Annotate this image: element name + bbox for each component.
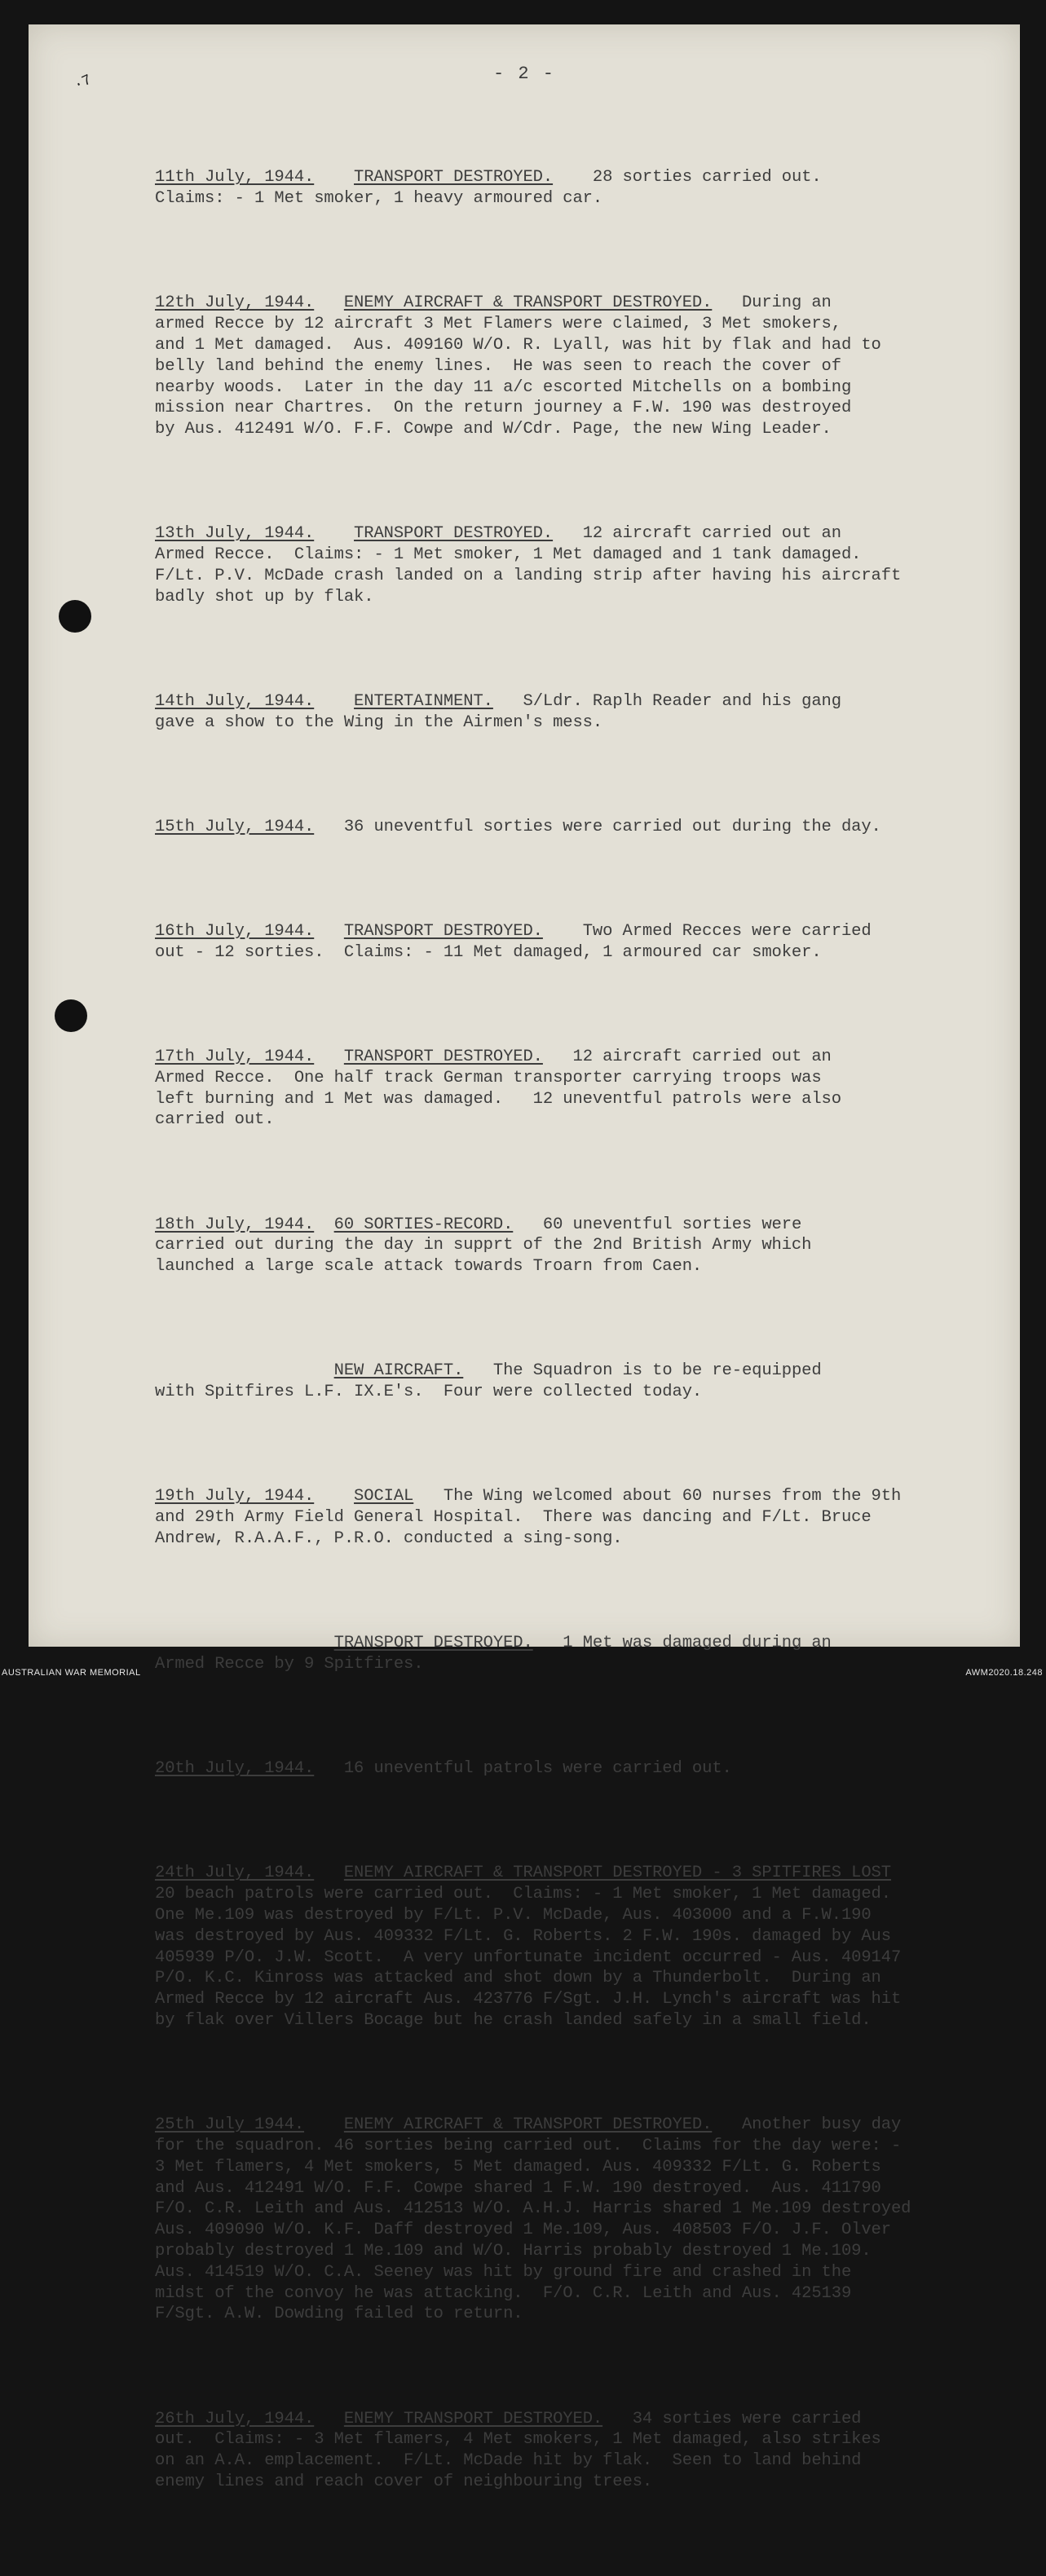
archive-credit: AUSTRALIAN WAR MEMORIAL: [2, 1668, 141, 1678]
entry-text: Armed Recce. Claims: - 1 Met smoker, 1 Met damaged and 1 tank damaged.: [155, 545, 862, 565]
entry-text: F/Sgt. A.W. Dowding failed to return.: [155, 2305, 523, 2324]
diary-entry: [155, 921, 962, 964]
diary-entry: [155, 1633, 962, 1675]
diary-entry: [155, 293, 962, 440]
entry-text: Aus. 409090 W/O. K.F. Daff destroyed 1 Me.109, Aus. 408503 F/O. J.F. Olver: [155, 2221, 891, 2240]
entry-text: and Aus. 412491 W/O. F.F. Cowpe shared 1 F.W. 190 destroyed. Aus. 411790: [155, 2178, 881, 2198]
diary-entry: [155, 1486, 962, 1549]
entry-text: 16 uneventful patrols were carried out.: [343, 1759, 732, 1779]
entry-text: mission near Chartres. On the return journey a F.W. 190 was destroyed: [155, 399, 852, 418]
entry-text: out - 12 sorties. Claims: - 11 Met damaged, 1 armoured car smoker.: [155, 942, 822, 962]
diary-entry: [155, 1758, 962, 1780]
entry-text: left burning and 1 Met was damaged. 12 uneventful patrols were also: [155, 1089, 841, 1109]
entry-text: by Aus. 412491 W/O. F.F. Cowpe and W/Cdr. Page, the new Wing Leader.: [155, 420, 832, 439]
entry-text: 405939 P/O. J.W. Scott. A very unfortunate incident occurred - Aus. 409147: [155, 1947, 902, 1967]
entry-text: for the squadron. 46 sorties being carried out. Claims for the day were: -: [155, 2136, 902, 2155]
diary-entry: [155, 817, 962, 838]
entry-text: F/Lt. P.V. McDade crash landed on a landing strip after having his aircraft: [155, 566, 902, 585]
entry-text: Armed Recce. One half track German transporter carrying troops was: [155, 1068, 822, 1087]
entry-text: 1 Met was damaged during an: [563, 1634, 832, 1653]
entry-heading: TRANSPORT DESTROYED.: [333, 1634, 533, 1653]
entry-text: carried out during the day in supprt of the 2nd British Army which: [155, 1236, 812, 1255]
entry-text: 34 sorties were carried: [632, 2409, 862, 2428]
entry-heading: TRANSPORT DESTROYED.: [354, 524, 554, 544]
page-number: - 2 -: [492, 64, 555, 84]
entry-date: 16th July, 1944.: [155, 922, 315, 942]
entry-date: 11th July, 1944.: [155, 168, 315, 187]
entry-heading: 60 SORTIES-RECORD.: [333, 1215, 514, 1234]
entry-text: One Me.109 was destroyed by F/Lt. P.V. McDade, Aus. 403000 and a F.W.190: [155, 1905, 872, 1925]
diary-entry: [155, 691, 962, 734]
entry-text: Armed Recce by 12 aircraft Aus. 423776 F/Sgt. J.H. Lynch's aircraft was hit: [155, 1990, 902, 2009]
diary-entry: [155, 1047, 962, 1131]
entry-text: enemy lines and reach cover of neighbouring trees.: [155, 2472, 653, 2491]
diary-entry: [155, 167, 962, 210]
entry-date: 19th July, 1944.: [155, 1487, 315, 1506]
entry-heading: NEW AIRCRAFT.: [333, 1361, 464, 1381]
entry-date: 15th July, 1944.: [155, 817, 315, 836]
entry-text: Another busy day: [741, 2115, 902, 2135]
entry-date: 13th July, 1944.: [155, 524, 315, 544]
entry-text: 60 uneventful sorties were: [542, 1215, 802, 1234]
diary-entry: [155, 1361, 962, 1403]
entry-text: armed Recce by 12 aircraft 3 Met Flamers were claimed, 3 Met smokers,: [155, 315, 841, 334]
entry-heading: TRANSPORT DESTROYED.: [354, 168, 554, 187]
entry-text: carried out.: [155, 1110, 275, 1130]
entry-date: 26th July, 1944.: [155, 2409, 315, 2428]
entry-date: 18th July, 1944.: [155, 1215, 315, 1234]
entry-text: The Squadron is to be re-equipped: [492, 1361, 822, 1381]
entry-text: 20 beach patrols were carried out. Claims: - 1 Met smoker, 1 Met damaged.: [155, 1885, 891, 1904]
entry-text: midst of the convoy he was attacking. F/O. C.R. Leith and Aus. 425139: [155, 2283, 852, 2303]
corner-mark: ·7: [71, 72, 95, 95]
entry-text: by flak over Villers Bocage but he crash landed safely in a small field.: [155, 2010, 872, 2030]
entry-text: gave a show to the Wing in the Airmen's mess.: [155, 712, 603, 732]
entry-text: Claims: - 1 Met smoker, 1 heavy armoured car.: [155, 189, 603, 209]
entry-text: Two Armed Recces were carried: [582, 922, 872, 942]
entry-text: was destroyed by Aus. 409332 F/Lt. G. Roberts. 2 F.W. 190s. damaged by Aus: [155, 1926, 891, 1946]
diary-entry: [155, 523, 962, 607]
entry-text: The Wing welcomed about 60 nurses from the 9th: [443, 1487, 902, 1506]
entry-text: Armed Recce by 9 Spitfires.: [155, 1655, 424, 1674]
entry-text: and 1 Met damaged. Aus. 409160 W/O. R. Lyall, was hit by flak and had to: [155, 335, 881, 355]
archive-reference: AWM2020.18.248: [965, 1668, 1043, 1678]
entry-text: 36 uneventful sorties were carried out during the day.: [343, 817, 881, 836]
diary-entry: [155, 2409, 962, 2493]
entry-text: with Spitfires L.F. IX.E's. Four were collected today.: [155, 1383, 703, 1402]
entry-text: 12 aircraft carried out an: [572, 1048, 832, 1067]
entry-text: launched a large scale attack towards Troarn from Caen.: [155, 1257, 703, 1277]
diary-entry: [155, 1215, 962, 1277]
entry-text: P/O. K.C. Kinross was attacked and shot down by a Thunderbolt. During an: [155, 1969, 881, 1988]
entry-text: nearby woods. Later in the day 11 a/c escorted Mitchells on a bombing: [155, 377, 852, 397]
punch-hole: [59, 600, 91, 633]
entry-text: on an A.A. emplacement. F/Lt. McDade hit by flak. Seen to land behind: [155, 2451, 862, 2471]
entry-text: During an: [741, 293, 832, 313]
entry-text: 3 Met flamers, 4 Met smokers, 5 Met damaged. Aus. 409332 F/Lt. G. Roberts: [155, 2157, 881, 2177]
entry-text: probably destroyed 1 Me.109 and W/O. Harris probably destroyed 1 Me.109.: [155, 2241, 872, 2261]
entry-date: 24th July, 1944.: [155, 1864, 315, 1883]
diary-entry: [155, 1863, 962, 2031]
entry-heading: ENEMY TRANSPORT DESTROYED.: [343, 2409, 603, 2428]
diary-entries: [155, 104, 962, 2576]
entry-text: 28 sorties carried out.: [592, 168, 822, 187]
entry-text: F/O. C.R. Leith and Aus. 412513 W/O. A.H.J. Harris shared 1 Me.109 destroyed: [155, 2199, 911, 2219]
entry-text: out. Claims: - 3 Met flamers, 4 Met smokers, 1 Met damaged, also strikes: [155, 2430, 881, 2450]
entry-heading: TRANSPORT DESTROYED.: [343, 922, 543, 942]
entry-date: 20th July, 1944.: [155, 1759, 315, 1779]
entry-text: belly land behind the enemy lines. He was seen to reach the cover of: [155, 356, 841, 376]
entry-heading: ENTERTAINMENT.: [354, 691, 493, 711]
entry-text: Andrew, R.A.A.F., P.R.O. conducted a sing-song.: [155, 1529, 623, 1549]
entry-text: 12 aircraft carried out an: [582, 524, 841, 544]
entry-date: 12th July, 1944.: [155, 293, 315, 313]
diary-entry: [155, 2115, 962, 2325]
entry-text: and 29th Army Field General Hospital. There was dancing and F/Lt. Bruce: [155, 1508, 872, 1528]
entry-date: 25th July 1944.: [155, 2115, 305, 2135]
punch-hole: [55, 999, 87, 1032]
entry-text: Aus. 414519 W/O. C.A. Seeney was hit by ground fire and crashed in the: [155, 2262, 852, 2282]
entry-heading: ENEMY AIRCRAFT & TRANSPORT DESTROYED.: [343, 2115, 713, 2135]
entry-heading: SOCIAL: [354, 1487, 414, 1506]
entry-heading: ENEMY AIRCRAFT & TRANSPORT DESTROYED - 3 SPITFIRES LOST: [343, 1864, 891, 1883]
entry-text: badly shot up by flak.: [155, 587, 374, 607]
entry-text: S/Ldr. Raplh Reader and his gang: [523, 691, 841, 711]
entry-heading: ENEMY AIRCRAFT & TRANSPORT DESTROYED.: [343, 293, 713, 313]
entry-date: 14th July, 1944.: [155, 691, 315, 711]
entry-date: 17th July, 1944.: [155, 1048, 315, 1067]
entry-heading: TRANSPORT DESTROYED.: [343, 1048, 543, 1067]
